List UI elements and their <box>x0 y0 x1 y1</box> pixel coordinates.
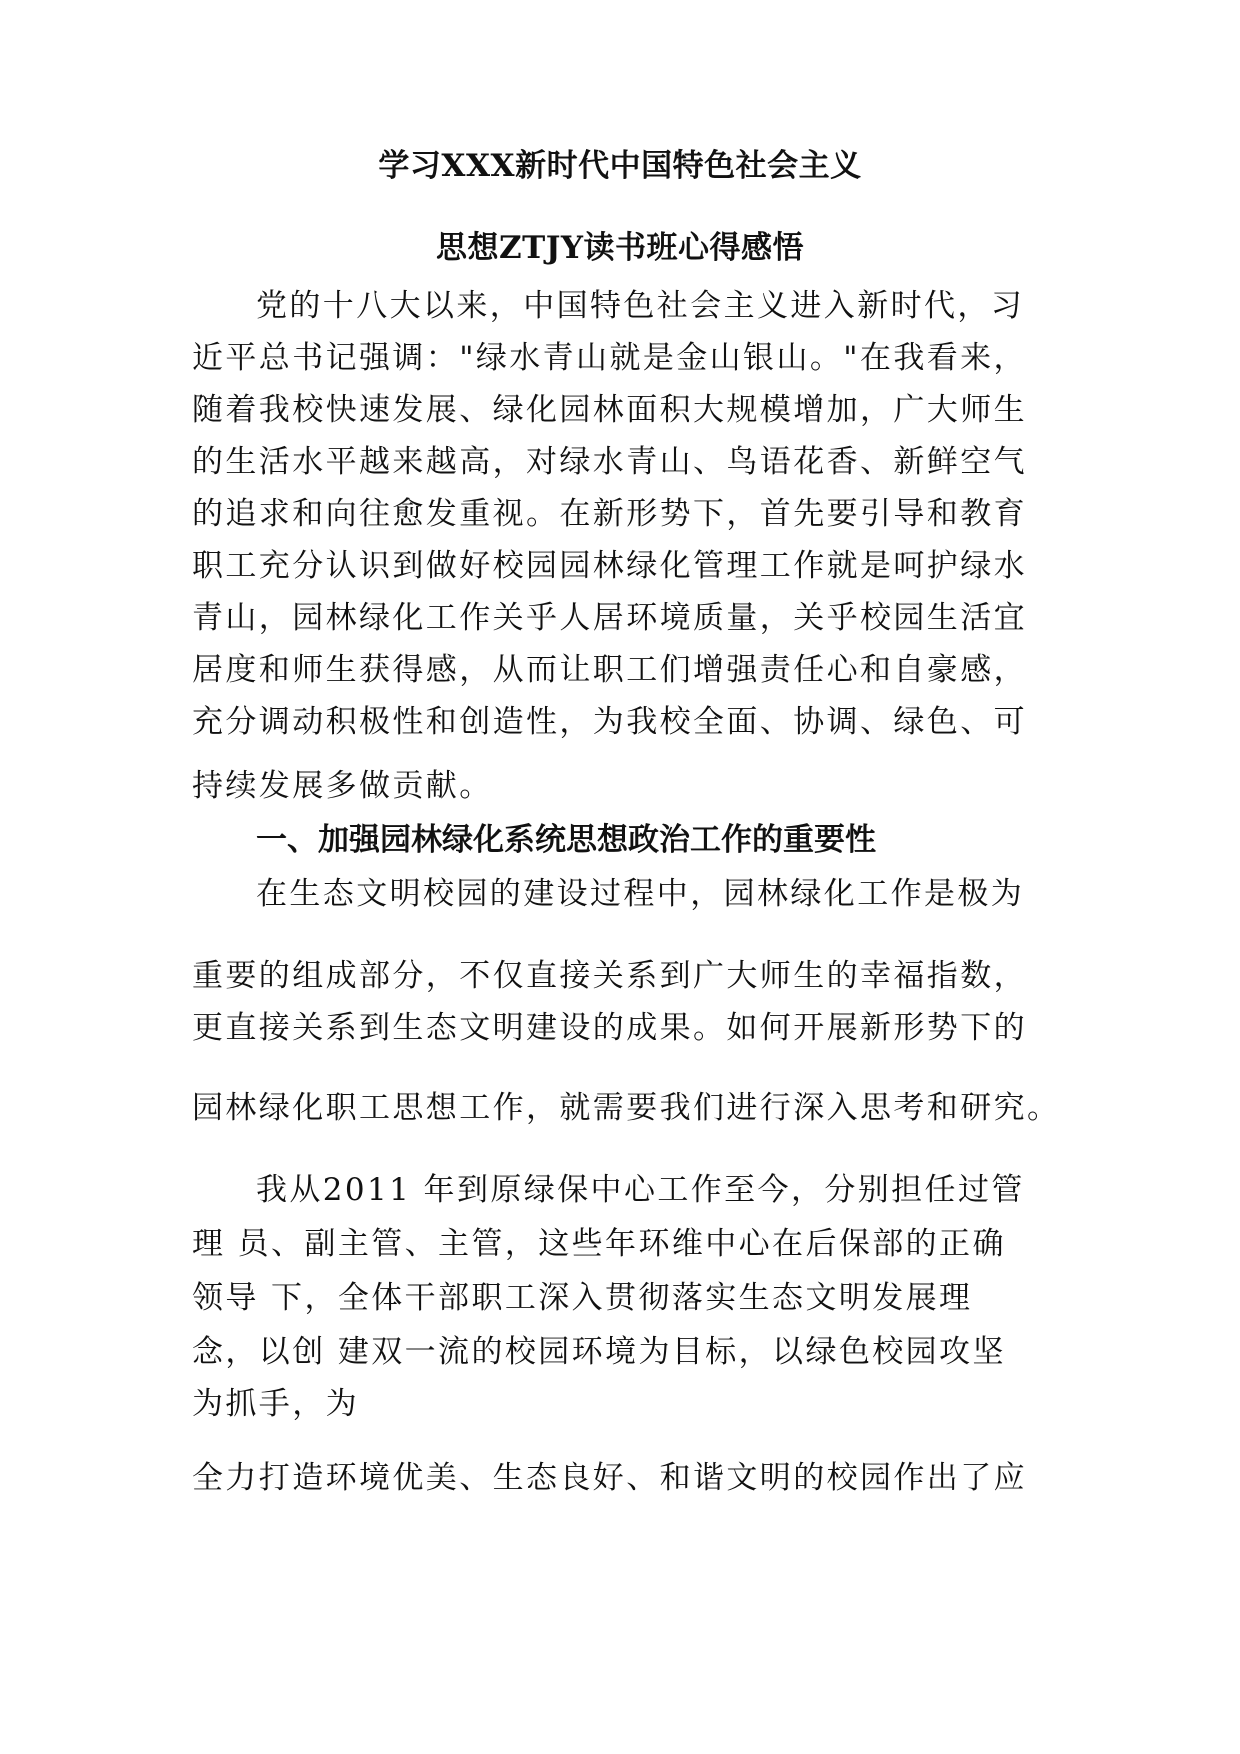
paragraph-line: 理 员、副主管、主管，这些年环维中心在后保部的正确 <box>192 1226 1006 1262</box>
paragraph-line: 领导 下，全体干部职工深入贯彻落实生态文明发展理 <box>192 1280 973 1316</box>
paragraph-line: 的生活水平越来越高，对绿水青山、鸟语花香、新鲜空气 <box>192 444 1027 480</box>
paragraph-line: 职工充分认识到做好校园园林绿化管理工作就是呵护绿水 <box>192 548 1027 584</box>
paragraph-line: 的追求和向往愈发重视。在新形势下，首先要引导和教育 <box>192 496 1027 532</box>
paragraph-line: 充分调动积极性和创造性，为我校全面、协调、绿色、可 <box>192 704 1027 740</box>
paragraph-line: 随着我校快速发展、绿化园林面积大规模增加，广大师生 <box>192 392 1027 428</box>
paragraph-line: 我从2011 年到原绿保中心工作至今，分别担任过管 <box>256 1172 1025 1208</box>
paragraph-line: 青山，园林绿化工作关乎人居环境质量，关乎校园生活宜 <box>192 600 1027 636</box>
paragraph-line: 更直接关系到生态文明建设的成果。如何开展新形势下的 <box>192 1010 1027 1046</box>
paragraph-line: 居度和师生获得感，从而让职工们增强责任心和自豪感， <box>192 652 1027 688</box>
title-line-1: 学习XXX新时代中国特色社会主义 <box>378 148 862 184</box>
paragraph-line: 全力打造环境优美、生态良好、和谐文明的校园作出了应 <box>192 1460 1027 1496</box>
paragraph-line: 为抓手，为 <box>192 1386 359 1422</box>
paragraph-line: 念，以创 建双一流的校园环境为目标，以绿色校园攻坚 <box>192 1334 1006 1370</box>
paragraph-line: 园林绿化职工思想工作，就需要我们进行深入思考和研究。 <box>192 1090 1061 1126</box>
paragraph-line: 在生态文明校园的建设过程中，园林绿化工作是极为 <box>256 876 1025 912</box>
paragraph-line: 近平总书记强调："绿水青山就是金山银山。"在我看来， <box>192 340 1027 376</box>
section-heading: 一、加强园林绿化系统思想政治工作的重要性 <box>256 822 876 858</box>
paragraph-line: 党的十八大以来，中国特色社会主义进入新时代，习 <box>256 288 1025 324</box>
title-line-2: 思想ZTJY读书班心得感悟 <box>436 230 804 266</box>
paragraph-line: 持续发展多做贡献。 <box>192 768 493 804</box>
paragraph-line: 重要的组成部分，不仅直接关系到广大师生的幸福指数， <box>192 958 1027 994</box>
